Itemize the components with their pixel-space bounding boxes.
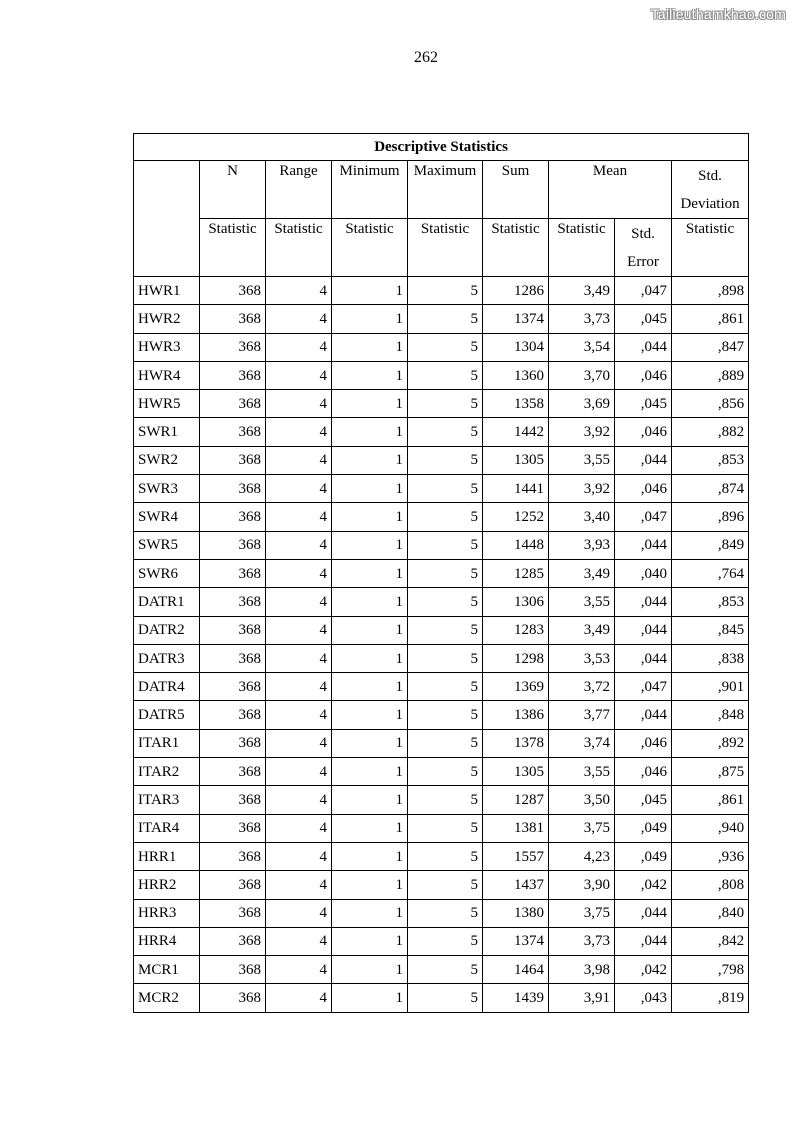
cell-std-deviation: ,896 (672, 503, 749, 531)
subheader-statistic: Statistic (332, 219, 408, 277)
cell-maximum: 5 (408, 333, 483, 361)
cell-minimum: 1 (332, 758, 408, 786)
cell-n: 368 (200, 786, 266, 814)
cell-n: 368 (200, 673, 266, 701)
cell-std-error: ,049 (615, 814, 672, 842)
table-row (134, 559, 749, 587)
row-label: HRR2 (134, 871, 200, 899)
cell-minimum: 1 (332, 305, 408, 333)
header-std-deviation-line1: Std. (698, 168, 722, 184)
table-row (134, 786, 749, 814)
cell-range: 4 (266, 927, 332, 955)
cell-std-deviation: ,874 (672, 475, 749, 503)
cell-mean: 3,93 (549, 531, 615, 559)
table-row (134, 984, 749, 1012)
row-label: ITAR1 (134, 729, 200, 757)
cell-n: 368 (200, 333, 266, 361)
cell-maximum: 5 (408, 559, 483, 587)
cell-maximum: 5 (408, 531, 483, 559)
cell-mean: 3,54 (549, 333, 615, 361)
table-row (134, 956, 749, 984)
cell-sum: 1437 (483, 871, 549, 899)
cell-range: 4 (266, 418, 332, 446)
table-row (134, 305, 749, 333)
cell-n: 368 (200, 984, 266, 1012)
cell-minimum: 1 (332, 644, 408, 672)
cell-n: 368 (200, 899, 266, 927)
cell-n: 368 (200, 503, 266, 531)
subheader-statistic: Statistic (408, 219, 483, 277)
cell-std-error: ,045 (615, 390, 672, 418)
cell-maximum: 5 (408, 644, 483, 672)
cell-range: 4 (266, 899, 332, 927)
cell-sum: 1358 (483, 390, 549, 418)
cell-std-deviation: ,898 (672, 277, 749, 305)
cell-maximum: 5 (408, 673, 483, 701)
row-label: SWR1 (134, 418, 200, 446)
cell-sum: 1305 (483, 446, 549, 474)
header-range: Range (266, 161, 332, 219)
cell-minimum: 1 (332, 927, 408, 955)
cell-minimum: 1 (332, 984, 408, 1012)
row-label: SWR5 (134, 531, 200, 559)
cell-mean: 3,49 (549, 616, 615, 644)
table-row (134, 475, 749, 503)
cell-sum: 1374 (483, 927, 549, 955)
cell-n: 368 (200, 842, 266, 870)
cell-maximum: 5 (408, 390, 483, 418)
cell-range: 4 (266, 871, 332, 899)
cell-maximum: 5 (408, 758, 483, 786)
cell-std-deviation: ,861 (672, 786, 749, 814)
cell-n: 368 (200, 871, 266, 899)
cell-n: 368 (200, 475, 266, 503)
cell-n: 368 (200, 277, 266, 305)
header-minimum: Minimum (332, 161, 408, 219)
cell-sum: 1557 (483, 842, 549, 870)
cell-mean: 3,98 (549, 956, 615, 984)
cell-minimum: 1 (332, 842, 408, 870)
cell-sum: 1378 (483, 729, 549, 757)
cell-mean: 3,77 (549, 701, 615, 729)
cell-n: 368 (200, 729, 266, 757)
cell-std-error: ,044 (615, 588, 672, 616)
cell-minimum: 1 (332, 956, 408, 984)
cell-std-error: ,044 (615, 531, 672, 559)
table-row (134, 588, 749, 616)
cell-range: 4 (266, 503, 332, 531)
cell-maximum: 5 (408, 842, 483, 870)
cell-minimum: 1 (332, 333, 408, 361)
cell-maximum: 5 (408, 729, 483, 757)
row-label: HRR3 (134, 899, 200, 927)
cell-mean: 3,72 (549, 673, 615, 701)
cell-std-deviation: ,819 (672, 984, 749, 1012)
cell-minimum: 1 (332, 446, 408, 474)
cell-std-error: ,044 (615, 701, 672, 729)
row-label: ITAR4 (134, 814, 200, 842)
cell-std-deviation: ,842 (672, 927, 749, 955)
cell-std-deviation: ,936 (672, 842, 749, 870)
cell-range: 4 (266, 956, 332, 984)
subheader-statistic: Statistic (200, 219, 266, 277)
cell-std-deviation: ,853 (672, 446, 749, 474)
cell-range: 4 (266, 531, 332, 559)
cell-std-error: ,046 (615, 418, 672, 446)
cell-std-deviation: ,901 (672, 673, 749, 701)
cell-n: 368 (200, 588, 266, 616)
cell-sum: 1442 (483, 418, 549, 446)
cell-range: 4 (266, 814, 332, 842)
cell-range: 4 (266, 361, 332, 389)
cell-std-error: ,045 (615, 305, 672, 333)
cell-sum: 1285 (483, 559, 549, 587)
cell-std-deviation: ,889 (672, 361, 749, 389)
row-label: DATR5 (134, 701, 200, 729)
descriptive-statistics-table (133, 133, 749, 1013)
cell-sum: 1448 (483, 531, 549, 559)
table-row (134, 418, 749, 446)
table-row (134, 333, 749, 361)
subheader-statistic: Statistic (483, 219, 549, 277)
table-row (134, 701, 749, 729)
cell-n: 368 (200, 531, 266, 559)
cell-minimum: 1 (332, 871, 408, 899)
cell-maximum: 5 (408, 503, 483, 531)
cell-minimum: 1 (332, 361, 408, 389)
cell-range: 4 (266, 786, 332, 814)
row-label: DATR3 (134, 644, 200, 672)
cell-maximum: 5 (408, 956, 483, 984)
header-maximum: Maximum (408, 161, 483, 219)
cell-std-error: ,042 (615, 871, 672, 899)
cell-sum: 1286 (483, 277, 549, 305)
cell-std-error: ,044 (615, 899, 672, 927)
cell-std-deviation: ,798 (672, 956, 749, 984)
cell-sum: 1441 (483, 475, 549, 503)
cell-std-error: ,046 (615, 758, 672, 786)
cell-mean: 3,49 (549, 277, 615, 305)
cell-minimum: 1 (332, 588, 408, 616)
table-row (134, 899, 749, 927)
cell-maximum: 5 (408, 814, 483, 842)
table-row (134, 729, 749, 757)
cell-n: 368 (200, 390, 266, 418)
cell-std-error: ,044 (615, 927, 672, 955)
cell-n: 368 (200, 956, 266, 984)
cell-n: 368 (200, 305, 266, 333)
cell-std-error: ,042 (615, 956, 672, 984)
cell-maximum: 5 (408, 446, 483, 474)
cell-n: 368 (200, 559, 266, 587)
cell-std-deviation: ,808 (672, 871, 749, 899)
cell-std-error: ,047 (615, 673, 672, 701)
cell-n: 368 (200, 361, 266, 389)
cell-std-deviation: ,838 (672, 644, 749, 672)
cell-minimum: 1 (332, 899, 408, 927)
subheader-statistic: Statistic (549, 219, 615, 277)
cell-mean: 3,40 (549, 503, 615, 531)
cell-sum: 1287 (483, 786, 549, 814)
row-label: DATR1 (134, 588, 200, 616)
cell-maximum: 5 (408, 927, 483, 955)
cell-n: 368 (200, 644, 266, 672)
cell-std-deviation: ,875 (672, 758, 749, 786)
cell-sum: 1306 (483, 588, 549, 616)
cell-range: 4 (266, 475, 332, 503)
cell-maximum: 5 (408, 361, 483, 389)
cell-range: 4 (266, 277, 332, 305)
cell-std-deviation: ,892 (672, 729, 749, 757)
cell-mean: 3,75 (549, 814, 615, 842)
cell-mean: 3,49 (549, 559, 615, 587)
table-row (134, 927, 749, 955)
row-label: SWR3 (134, 475, 200, 503)
cell-std-deviation: ,882 (672, 418, 749, 446)
header-n: N (200, 161, 266, 219)
row-label: ITAR3 (134, 786, 200, 814)
cell-mean: 3,74 (549, 729, 615, 757)
row-label: MCR2 (134, 984, 200, 1012)
cell-range: 4 (266, 333, 332, 361)
cell-std-error: ,043 (615, 984, 672, 1012)
cell-sum: 1369 (483, 673, 549, 701)
cell-std-deviation: ,940 (672, 814, 749, 842)
cell-range: 4 (266, 644, 332, 672)
cell-maximum: 5 (408, 899, 483, 927)
cell-mean: 3,55 (549, 588, 615, 616)
cell-range: 4 (266, 616, 332, 644)
cell-sum: 1283 (483, 616, 549, 644)
row-label: HWR4 (134, 361, 200, 389)
header-mean: Mean (549, 161, 672, 219)
row-label: SWR2 (134, 446, 200, 474)
cell-mean: 3,92 (549, 418, 615, 446)
cell-std-error: ,047 (615, 503, 672, 531)
table-row (134, 503, 749, 531)
cell-std-error: ,044 (615, 616, 672, 644)
subheader-std-error (615, 219, 672, 277)
cell-mean: 3,73 (549, 305, 615, 333)
cell-minimum: 1 (332, 559, 408, 587)
subheader-std-error-line2: Error (627, 254, 659, 270)
subheader-statistic: Statistic (266, 219, 332, 277)
table-title: Descriptive Statistics (134, 134, 749, 161)
cell-std-error: ,046 (615, 475, 672, 503)
table-row (134, 390, 749, 418)
row-label: DATR2 (134, 616, 200, 644)
cell-minimum: 1 (332, 786, 408, 814)
cell-range: 4 (266, 729, 332, 757)
row-label: SWR4 (134, 503, 200, 531)
cell-sum: 1252 (483, 503, 549, 531)
cell-range: 4 (266, 758, 332, 786)
cell-minimum: 1 (332, 418, 408, 446)
row-label: HWR3 (134, 333, 200, 361)
subheader-std-error-line1: Std. (631, 226, 655, 242)
cell-mean: 3,70 (549, 361, 615, 389)
row-label: MCR1 (134, 956, 200, 984)
cell-std-error: ,040 (615, 559, 672, 587)
cell-std-error: ,044 (615, 644, 672, 672)
cell-std-error: ,044 (615, 446, 672, 474)
page-number: 262 (414, 49, 438, 66)
cell-range: 4 (266, 673, 332, 701)
subheader-statistic: Statistic (672, 219, 749, 277)
cell-range: 4 (266, 984, 332, 1012)
table-row (134, 277, 749, 305)
cell-mean: 3,90 (549, 871, 615, 899)
row-label: HWR5 (134, 390, 200, 418)
row-label: HWR2 (134, 305, 200, 333)
row-label: DATR4 (134, 673, 200, 701)
cell-minimum: 1 (332, 701, 408, 729)
cell-std-error: ,046 (615, 361, 672, 389)
table-row (134, 616, 749, 644)
watermark: Tailieuthamkhao.com (650, 6, 786, 22)
cell-maximum: 5 (408, 277, 483, 305)
table-row (134, 871, 749, 899)
cell-sum: 1381 (483, 814, 549, 842)
cell-std-error: ,044 (615, 333, 672, 361)
cell-n: 368 (200, 927, 266, 955)
cell-minimum: 1 (332, 673, 408, 701)
cell-std-deviation: ,849 (672, 531, 749, 559)
cell-mean: 3,69 (549, 390, 615, 418)
cell-sum: 1305 (483, 758, 549, 786)
row-label: SWR6 (134, 559, 200, 587)
cell-maximum: 5 (408, 418, 483, 446)
cell-maximum: 5 (408, 305, 483, 333)
cell-minimum: 1 (332, 616, 408, 644)
cell-std-deviation: ,853 (672, 588, 749, 616)
cell-std-deviation: ,845 (672, 616, 749, 644)
cell-sum: 1304 (483, 333, 549, 361)
table-row (134, 446, 749, 474)
cell-std-deviation: ,764 (672, 559, 749, 587)
cell-n: 368 (200, 758, 266, 786)
table-row (134, 644, 749, 672)
table-row (134, 758, 749, 786)
row-label: HWR1 (134, 277, 200, 305)
cell-range: 4 (266, 559, 332, 587)
cell-std-deviation: ,856 (672, 390, 749, 418)
table-row (134, 842, 749, 870)
cell-range: 4 (266, 842, 332, 870)
cell-minimum: 1 (332, 531, 408, 559)
cell-range: 4 (266, 446, 332, 474)
header-std-deviation (672, 161, 749, 219)
cell-n: 368 (200, 616, 266, 644)
cell-maximum: 5 (408, 701, 483, 729)
cell-mean: 4,23 (549, 842, 615, 870)
header-empty (134, 161, 200, 277)
table-row (134, 531, 749, 559)
cell-minimum: 1 (332, 277, 408, 305)
cell-range: 4 (266, 305, 332, 333)
cell-sum: 1386 (483, 701, 549, 729)
cell-minimum: 1 (332, 475, 408, 503)
cell-maximum: 5 (408, 984, 483, 1012)
cell-minimum: 1 (332, 503, 408, 531)
cell-maximum: 5 (408, 871, 483, 899)
table-row (134, 361, 749, 389)
row-label: ITAR2 (134, 758, 200, 786)
header-std-deviation-line2: Deviation (680, 196, 740, 212)
cell-mean: 3,55 (549, 758, 615, 786)
cell-sum: 1464 (483, 956, 549, 984)
header-sum: Sum (483, 161, 549, 219)
cell-mean: 3,91 (549, 984, 615, 1012)
cell-sum: 1360 (483, 361, 549, 389)
cell-mean: 3,50 (549, 786, 615, 814)
cell-std-error: ,047 (615, 277, 672, 305)
cell-sum: 1439 (483, 984, 549, 1012)
cell-std-deviation: ,847 (672, 333, 749, 361)
cell-range: 4 (266, 390, 332, 418)
table-row (134, 814, 749, 842)
table-body (134, 277, 749, 1013)
cell-maximum: 5 (408, 588, 483, 616)
cell-minimum: 1 (332, 729, 408, 757)
cell-sum: 1380 (483, 899, 549, 927)
row-label: HRR4 (134, 927, 200, 955)
cell-std-deviation: ,840 (672, 899, 749, 927)
cell-std-deviation: ,861 (672, 305, 749, 333)
cell-sum: 1298 (483, 644, 549, 672)
cell-mean: 3,73 (549, 927, 615, 955)
row-label: HRR1 (134, 842, 200, 870)
cell-maximum: 5 (408, 475, 483, 503)
cell-mean: 3,53 (549, 644, 615, 672)
cell-range: 4 (266, 701, 332, 729)
cell-std-error: ,049 (615, 842, 672, 870)
table-row (134, 673, 749, 701)
cell-minimum: 1 (332, 390, 408, 418)
cell-n: 368 (200, 814, 266, 842)
cell-std-error: ,045 (615, 786, 672, 814)
cell-range: 4 (266, 588, 332, 616)
cell-std-deviation: ,848 (672, 701, 749, 729)
cell-n: 368 (200, 418, 266, 446)
cell-std-error: ,046 (615, 729, 672, 757)
cell-maximum: 5 (408, 786, 483, 814)
cell-mean: 3,55 (549, 446, 615, 474)
cell-mean: 3,75 (549, 899, 615, 927)
cell-minimum: 1 (332, 814, 408, 842)
cell-sum: 1374 (483, 305, 549, 333)
cell-n: 368 (200, 446, 266, 474)
cell-n: 368 (200, 701, 266, 729)
cell-maximum: 5 (408, 616, 483, 644)
cell-mean: 3,92 (549, 475, 615, 503)
